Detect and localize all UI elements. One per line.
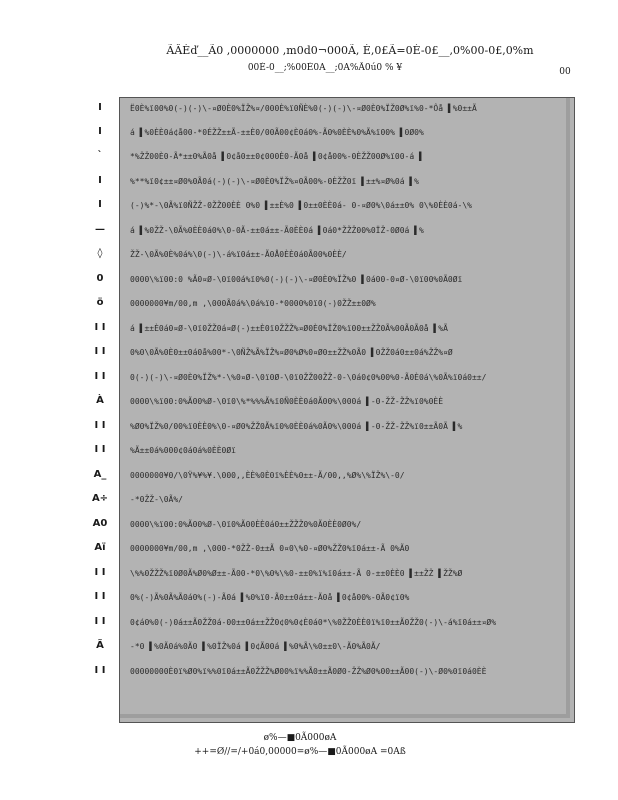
code-line: 0000\%ï00:0%Ã00%Ø-\0ï0%Ã00ÈÈ0á0±±ŽŽŽ0%0Ã0ÈÈ0Ø0%/ [130,520,362,529]
code-listing-panel [119,97,575,723]
code-line: \%%0ŽŽŽ%ï0Ø0Ã%Ø0%Ø±±-Ã00-*0\%0%\%0-±±0%ï%ï0á±±-Ã 0-±±0ÈÈ0 ▌±±ŽŽ ▌ŽŽ%Ø [130,569,463,578]
footer-line-1: ø%—■0Ã000øA [263,733,337,743]
code-line: -*0 ▌%0Ã0á%0Ã0 ▌%0ÏŽ%0á ▌0¢Ã00á ▌%0%Ã\%0±±0\-Ã0%Ã0Ã/ [130,642,381,651]
margin-marker: I [98,126,102,137]
margin-marker: A÷ [91,493,109,504]
margin-marker: I I [94,591,106,602]
code-line: á ▌%0ÈÈ0á¢å00-*0ÉŽŽ±±Ã-±±È0/00Ã00¢È0á0%-Ã0%0ÈÈ%0%Ã%ï00% ▌0Ø0% [130,128,424,137]
margin-marker: I I [94,322,106,333]
footer-line-2: ++=Ø//=/+0á0,00000=ø%—■0Ã000øA =0Aß [194,747,406,757]
code-line: 0(-)(-)\-¤Ø0È0%ÏŽ%*-\%0¤Ø-\0ï0Ø-\0ï0ŽŽ00ŽŽ-0-\0á0¢0%00%0-Ã0È0á\%0Ã%ï0á0±±/ [130,373,487,382]
margin-marker-column [86,96,116,696]
code-line: (-)%*-\0Ã%ï0ÑŽŽ-0ŽŽ00ÈÈ 0%0 ▌±±È%0 ▌0±±0ÈÈ0á- 0-¤Ø0%\0á±±0% 0\%0ÈÈ0á-\% [130,201,472,210]
margin-marker: I [98,102,102,113]
margin-marker: A0 [92,518,108,529]
code-line: 0%(-)Ã%0Ã%Ã0á0%(-)-Ã0á ▌%0%ï0-Ã0±±0á±±-Ã0å ▌0¢å00%-0Ã0¢ï0% [130,593,410,602]
margin-marker: ◊ [97,248,103,259]
code-line: 0000000¥0/\0Ÿ%¥%¥.\000,,ÈÈ%0È0ï%ÈÈ%0±±-Ã/00,,%Ø%\%ÏŽ%\-0/ [130,471,405,480]
page-corner-mark: 00 [559,67,571,77]
code-line: 0¢á0%0(-)0á±±Ã0ŽŽ0á-00±±0á±±ŽŽ0¢0%0¢È0á0*\%0ŽŽ0ÈÈ0ï%ï0±±Ã0ŽŽ0(-)\-á%ï0á±±¤Ø% [130,618,497,627]
code-line: Ë0È%ï00%0(-)(-)\-¤Ø0È0%ÏŽ%¤/000È%ï0ÑÈ%0(-)(-)\-¤Ø0È0%ÏŽ0Ø%ï%0-*Ôå ▌%0±±Ã [130,104,477,113]
margin-marker: I [98,199,102,210]
margin-marker: I I [94,665,106,676]
code-line: %**%ï0¢±±¤Ø0%0Ã0á(-)(-)\-¤Ø0È0%ÏŽ%¤0Ã00%-0ÈŽŽ0ï ▌±±%¤Ø%0á ▌% [130,177,419,186]
margin-marker: I I [94,616,106,627]
code-line: *%ŽŽ00È0-Ã*±±0%Ã0å ▌0¢å0±±0¢000È0-Ã0å ▌0¢å00%-0ÈŽŽ00Ø%ï00-á ▌ [130,152,424,161]
code-line: %Ø0%ÏŽ%0/00%ï0ÈÈ0%\0-¤Ø0%ŽŽ0Ã%ï0%0ÈÈ0á%0Ã0%\000á ▌-0-ŽŽ-ŽŽ%ï0±±Ã0Ã ▌% [130,422,463,431]
margin-marker: I I [94,567,106,578]
margin-marker: À [96,395,104,406]
margin-marker: ö [96,297,104,308]
code-line: ŽŽ-\0Ã%0È%0á%\0(-)\-á%ï0á±±-Ã0Å0ÈÈ0á0Ã00%0ÈÈ/ [130,250,347,259]
code-line: 0000\%ï00:0 %Ã0¤Ø-\0ï00á%ï0%0(-)(-)\-¤Ø0È0%ÏŽ%0 ▌0á00-0¤Ø-\0ï00%0Ã0Øï [130,275,463,284]
code-line: %Ã±±0á%000¢0á0á%0ÈÈ0Øï [130,446,236,455]
code-line: á ▌±±È0á0¤Ø-\0ï0ŽŽ0á¤Ø(-)±±È0ï0ŽŽŽ%¤Ø0È0%ÏŽ0%ï00±±ŽŽ0Ã%00Ã0Ã0å ▌%Ã [130,324,448,333]
code-line: -*0ŽŽ-\0Ã%/ [130,495,183,504]
code-line: 0000000¥m/00,m ,\000-*0ŽŽ-0±±Ã 0¤0\%0-¤Ø0%ŽŽ0%ï0á±±-Ã 0%Ã0 [130,544,410,553]
code-line: á ▌%0ŽŽ-\0Ã%0ÈÈ0á0%\0-0Ã-±±0á±±-Ã0ÈÈ0á ▌0á0*ŽŽŽ00%0ÏŽ-0Ø0á ▌% [130,226,424,235]
margin-marker: ` [97,150,103,161]
code-line: 00000000È0ï%Ø0%ï%%0ï0á±±Ã0ŽŽŽ%Ø00%ï%%Ã0±±Ã0Ø0-ŽŽ%Ø0%00±±Ã00(-)\-Ø0%0ï0á0ÈÈ [130,667,487,676]
margin-marker: I I [94,371,106,382]
margin-marker: A_ [93,469,107,480]
document-title: ÃÂÈď__Ã0 ,0000000 ,m0d0¬000Ã, È,0£Ã=0È-0£__,0%00-0£,0%m [166,44,534,57]
margin-marker: 0 [96,273,104,284]
margin-marker: I I [94,444,106,455]
margin-marker: I I [94,420,106,431]
margin-marker: Aï [94,542,106,553]
margin-marker: Ã [96,640,104,651]
document-subtitle: 00È-0__;%00È0A__;0A%Ã0ú0 % ¥ [247,63,403,73]
code-line: 0000000¥m/00,m ,\000Ã0á%\0á%ï0-*0000%0ï0(-)0ŽŽ±±0Ø% [130,299,376,308]
code-line: 0%0\0Ã%0È0±±0á0å%00*-\0ÑŽ%Ã%ÏŽ%¤Ø0%Ø%0¤Ø0±±ŽŽ%0Ã0 ▌0ŽŽ0á0±±0á%ŽŽ%¤Ø [130,348,453,357]
margin-marker: — [95,224,105,235]
code-line: 0000\%ï00:0%Ã00%Ø-\0ï0\%*%%%Ã%ï0Ñ0ÈÈ0á0Ã00%\000á ▌-0-ŽŽ-ŽŽ%ï0%0ÈÈ [130,397,444,406]
margin-marker: I I [94,346,106,357]
margin-marker: I [98,175,102,186]
